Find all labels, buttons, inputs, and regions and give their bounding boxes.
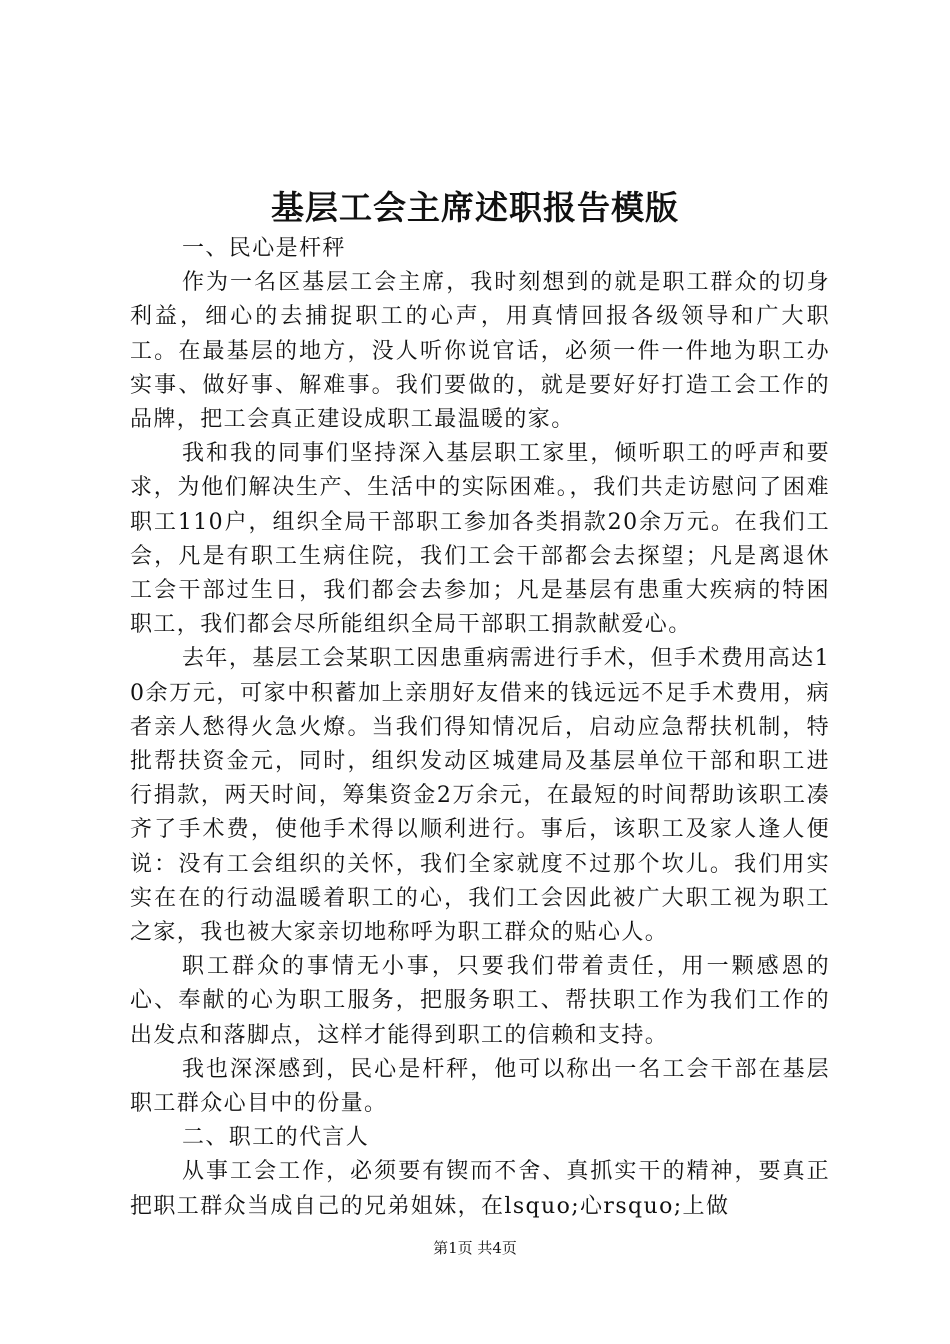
paragraph-3: 去年，基层工会某职工因患重病需进行手术，但手术费用高达10余万元，可家中积蓄加上亲朋好友借来的钱远远不足手术费用，病者亲人愁得火急火燎。当我们得知情况后，启动应急帮扶机制，特批帮扶资金元，同时，组织发动区城建局及基层单位干部和职工进行捐款，两天时间，筹集资金2万余元，在最短的时间帮助该职工凑齐了手术费，使他手术得以顺利进行。事后，该职工及家人逢人便说：没有工会组织的关怀，我们全家就度不过那个坎儿。我们用实实在在的行动温暖着职工的心，我们工会因此被广大职工视为职工之家，我也被大家亲切地称呼为职工群众的贴心人。 — [130, 646, 830, 946]
document-title: 基层工会主席述职报告模版 — [271, 188, 679, 227]
paragraph-6: 从事工会工作，必须要有锲而不舍、真抓实干的精神，要真正把职工群众当成自己的兄弟姐妹，在lsquo;心rsquo;上做 — [130, 1159, 830, 1219]
paragraph-1: 作为一名区基层工会主席，我时刻想到的就是职工群众的切身利益，细心的去捕捉职工的心声，用真情回报各级领导和广大职工。在最基层的地方，没人听你说官话，必须一件一件地为职工办实事、做好事、解难事。我们要做的，就是要好好打造工会工作的品牌，把工会真正建设成职工最温暖的家。 — [130, 270, 830, 433]
paragraph-4: 职工群众的事情无小事，只要我们带着责任，用一颗感恩的心、奉献的心为职工服务，把服务职工、帮扶职工作为我们工作的出发点和落脚点，这样才能得到职工的信赖和支持。 — [130, 954, 830, 1048]
paragraph-5: 我也深深感到，民心是杆秤，他可以称出一名工会干部在基层职工群众心目中的份量。 — [130, 1056, 830, 1117]
document-body — [130, 232, 830, 1224]
page-number-footer: 第1页 共4页 — [433, 1239, 517, 1257]
section-heading-1: 一、民心是杆秤 — [182, 236, 346, 261]
section-heading-2: 二、职工的代言人 — [182, 1125, 370, 1151]
paragraph-2: 我和我的同事们坚持深入基层职工家里，倾听职工的呼声和要求，为他们解决生产、生活中的实际困难。，我们共走访慰问了困难职工110户，组织全局干部职工参加各类捐款20余万元。在我们工会，凡是有职工生病住院，我们工会干部都会去探望；凡是离退休工会干部过生日，我们都会去参加；凡是基层有患重大疾病的特困职工，我们都会尽所能组织全局干部职工捐款献爱心。 — [130, 441, 830, 638]
